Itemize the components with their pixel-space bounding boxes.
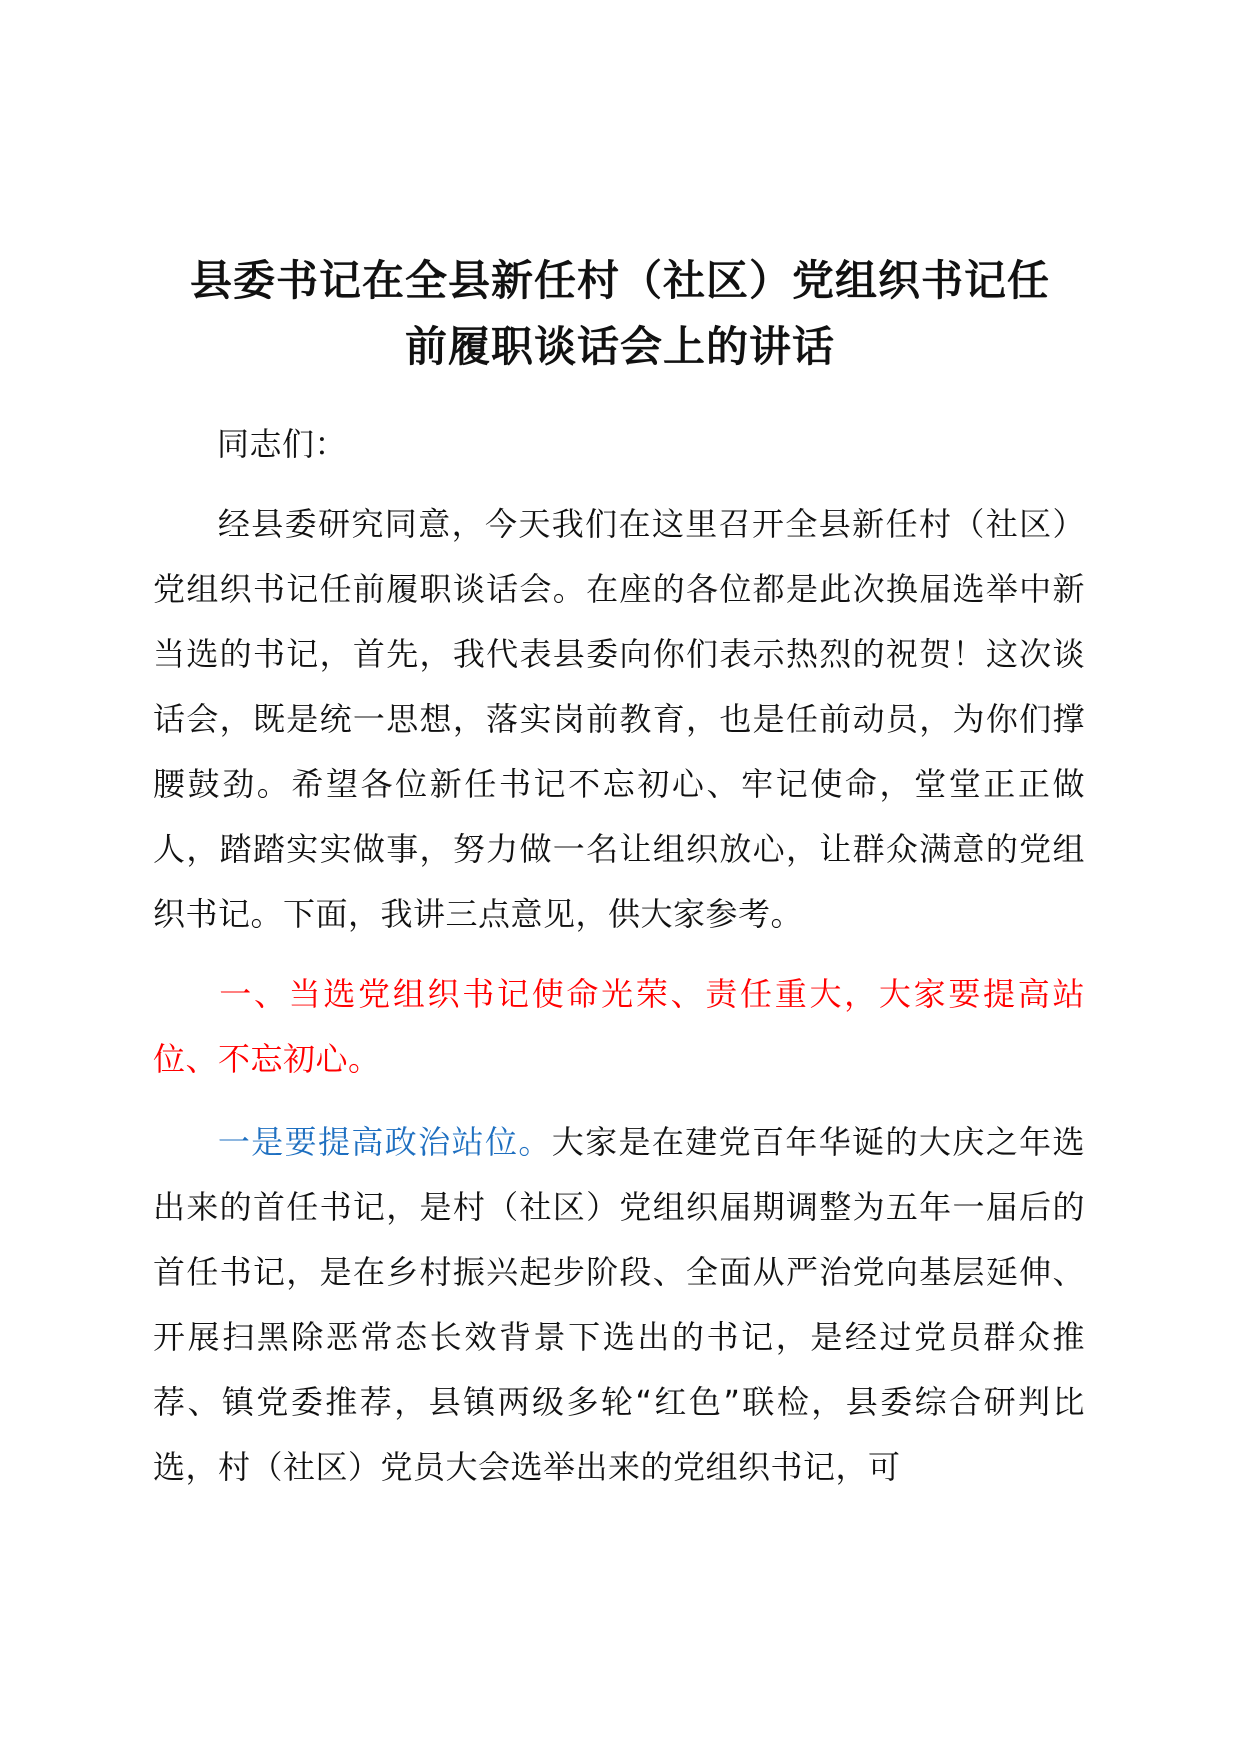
section-heading-text: 一、当选党组织书记使命光荣、责任重大，大家要提高站位、不忘初心。 (153, 975, 1085, 1078)
body-paragraph-text: 大家是在建党百年华诞的大庆之年选出来的首任书记，是村（社区）党组织届期调整为五年一届后的首任书记，是在乡村振兴起步阶段、全面从严治党向基层延伸、开展扫黑除恶常态长效背景下选出的书记，是经过党员群众推荐、镇党委推荐，县镇两级多轮“红色”联检，县委综合研判比选，村（社区）党员大会选举出来的党组织书记，可 (153, 1123, 1085, 1486)
section-heading (153, 962, 1085, 1092)
salutation (153, 412, 1085, 477)
document-title (150, 248, 1090, 380)
subheading-text: 一是要提高政治站位。 (217, 1123, 552, 1161)
title-line-1: 县委书记在全县新任村（社区）党组织书记任 (189, 256, 1050, 305)
opening-paragraph (153, 492, 1085, 947)
opening-paragraph-text: 经县委研究同意，今天我们在这里召开全县新任村（社区）党组织书记任前履职谈话会。在座的各位都是此次换届选举中新当选的书记，首先，我代表县委向你们表示热烈的祝贺！这次谈话会，既是统一思想，落实岗前教育，也是任前动员，为你们撑腰鼓劲。希望各位新任书记不忘初心、牢记使命，堂堂正正做人，踏踏实实做事，努力做一名让组织放心，让群众满意的党组织书记。下面，我讲三点意见，供大家参考。 (153, 505, 1085, 933)
title-line-2: 前履职谈话会上的讲话 (404, 322, 835, 371)
salutation-text: 同志们： (217, 425, 348, 463)
body-paragraph (153, 1110, 1085, 1500)
